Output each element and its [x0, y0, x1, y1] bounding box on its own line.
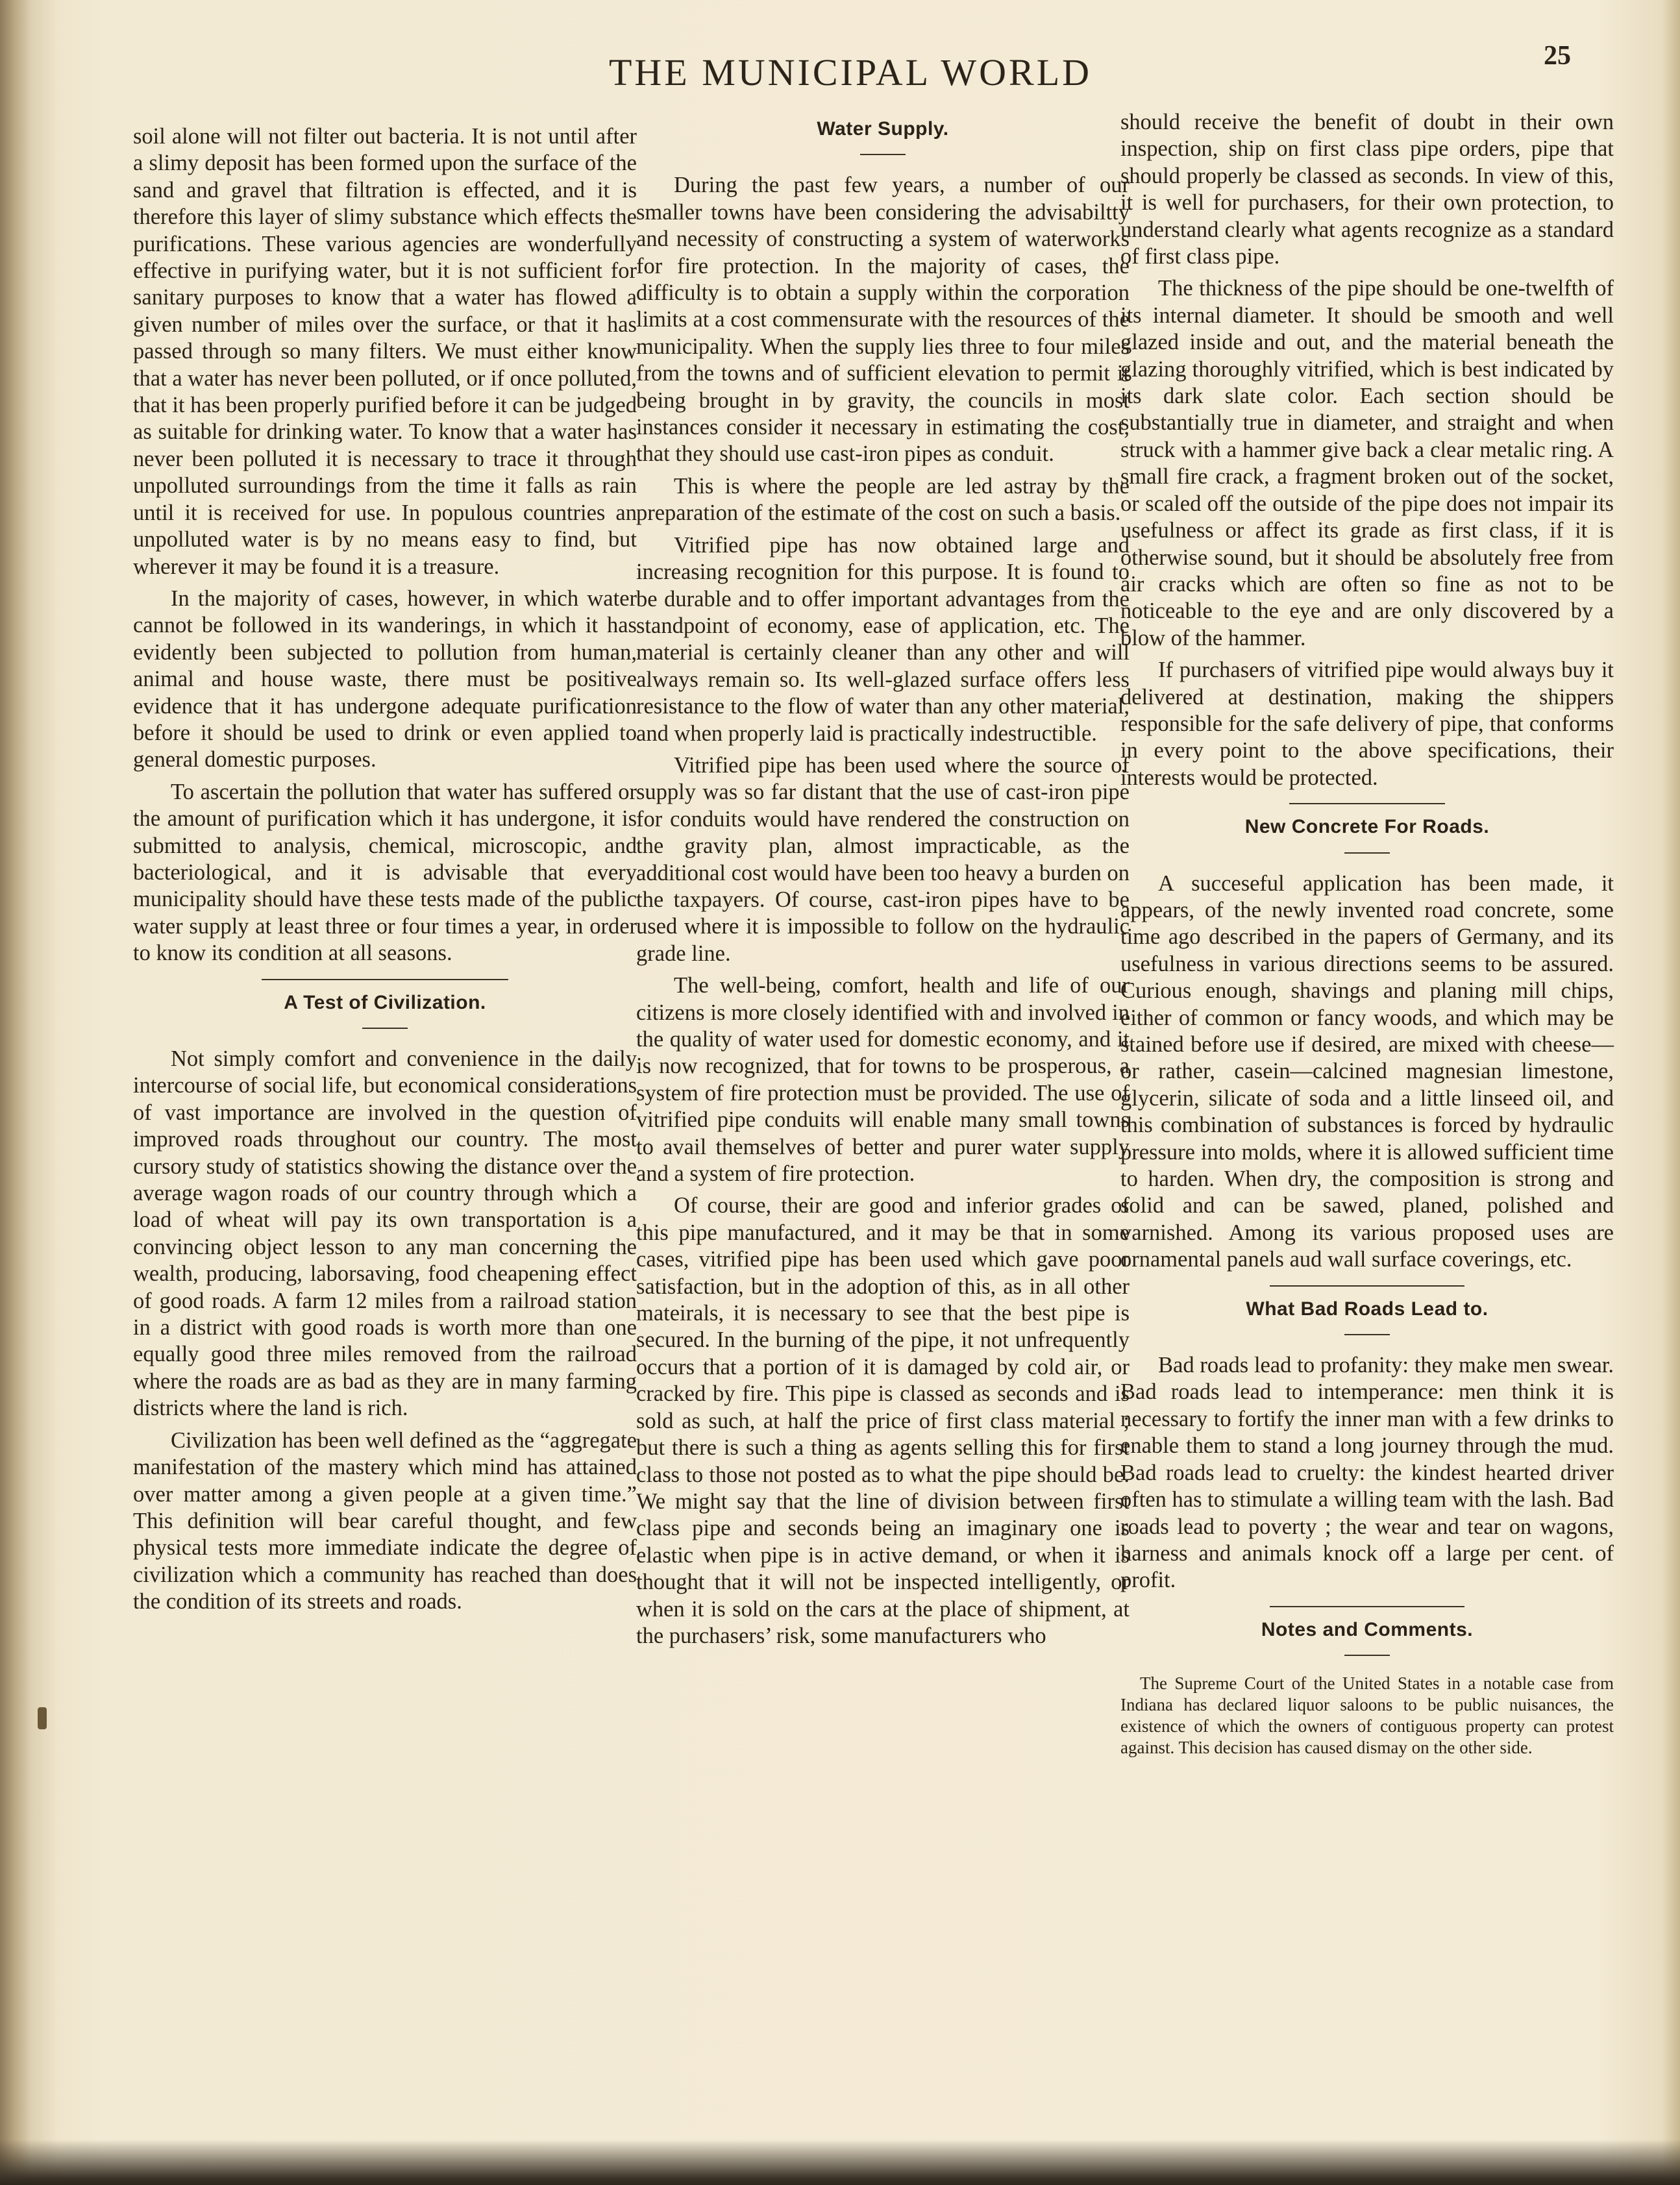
paragraph: Bad roads lead to profanity: they make men swear. Bad roads lead to intemperance: men think it is necessary to fortify the inner man with a few drinks to enable them to stand a long journey through the mud. Bad roads lead to cruelty: the kindest hearted driver often has to stimulate a willing team with the lash. Bad roads lead to poverty ; the wear and tear on wagons, harness and animals knock off a large per cent. of profit. — [1120, 1353, 1614, 1593]
paragraph: The thickness of the pipe should be one-twelfth of its internal diameter. It should be smooth and well glazed inside and out, and the material beneath the glazing thoroughly vitrified, which is best indicated by its dark slate color. Each section should be substantially true in diameter, and straight and when struck with a hammer give back a clear metalic ring. A small fire crack, a fragment broken out of the socket, or scaled off the outside of the pipe does not impair its usefulness or affect its grade as first class, if it is otherwise sound, but it should be absolutely free from air cracks which are often so fine as not to be noticeable to the eye and are only discovered by a blow of the hammer. — [1120, 276, 1614, 650]
section-heading: A Test of Civilization. — [284, 991, 486, 1013]
column-left — [133, 123, 637, 1621]
heading-dash — [1344, 852, 1390, 854]
column-middle — [636, 109, 1130, 1655]
heading-dash — [362, 1028, 408, 1029]
page-title: THE MUNICIPAL WORLD — [608, 51, 1093, 93]
section-heading: Notes and Comments. — [1261, 1618, 1474, 1640]
section-heading: Water Supply. — [817, 118, 949, 140]
heading-dash — [860, 154, 906, 155]
paragraph: should receive the benefit of doubt in their own inspection, ship on first class pipe orders, pipe that should properly be classed as seconds. In view of this, it is well for purchasers, for their own protection, to understand clearly what agents recognize as a standard of first class pipe. — [1120, 110, 1614, 269]
notes-section — [1120, 1673, 1614, 1759]
paragraph: A succeseful application has been made, it appears, of the newly invented road concrete, some time ago described in the papers of Germany, and its usefulness in various directions seems to be assured. Curious enough, shavings and planing mill chips, either of common or fancy woods, and which may be stained before use if desired, are mixed with cheese—or rather, casein—calcined magnesian limestone, glycerin, silicate of soda and a little linseed oil, and this combination of substances is forced by hydraulic pressure into molds, where it is allowed sufficient time to harden. When dry, the composition is strong and solid and can be sawed, planed, polished and varnished. Among its various proposed uses are ornamental panels aud wall surface coverings, etc. — [1120, 870, 1614, 1272]
paragraph: Not simply comfort and convenience in the daily intercourse of social life, but economical considerations of vast importance are involved in the question of improved roads throughout our country. The most cursory study of statistics showing the distance over the average wagon roads of our country through which a load of wheat will pay its own transportation is a convincing object lesson to any man concerning the wealth, producing, laborsaving, food cheapening effect of good roads. A farm 12 miles from a railroad station in a district with good roads is worth more than one equally good three miles removed from the railroad where the roads are as bad as they are in many farming districts where the land is rich. — [133, 1046, 637, 1421]
paragraph: The Supreme Court of the United States in a notable case from Indiana has declared liquor saloons to be public nuisances, the existence of which the owners of contiguous property can protest against. This decision has caused dismay on the other side. — [1120, 1673, 1614, 1758]
paragraph: soil alone will not filter out bacteria. It is not until after a slimy deposit has been formed upon the surface of the sand and gravel that filtration is effected, and it is therefore this layer of slimy substance which effects the purifications. These various agencies are wonderfully effective in purifying water, but it is not sufficient for sanitary purposes to know that a water has flowed a given number of miles over the surface, or that it has passed through so many filters. We must either know that a water has never been polluted, or if once polluted, that it has been properly purified before it can be judged as suitable for drinking water. To know that a water has never been polluted it is necessary to trace it through unpolluted surroundings from the time it falls as rain until it is received for use. In populous countries an unpolluted water is by no means easy to find, but wherever it may be found it is a treasure. — [133, 124, 637, 579]
paragraph: If purchasers of vitrified pipe would always buy it delivered at destination, making the shippers responsible for the safe delivery of pipe, that conforms in every point to the above specifications, their interests would be protected. — [1120, 658, 1614, 790]
paragraph: In the majority of cases, however, in which water cannot be followed in its wanderings, in which it has evidently been subjected to pollution from human, animal and house waste, there must be positive evidence that it has undergone adequate purification before it should be used to drink or even applied to general domestic purposes. — [133, 586, 637, 772]
section-rule — [1289, 803, 1445, 804]
paragraph: Vitrified pipe has now obtained large and increasing recognition for this purpose. It is found to be durable and to offer important advantages from the standpoint of economy, ease of application, etc. The material is certainly cleaner than any other and will always remain so. Its well-glazed surface offers less resistance to the flow of water than any other material, and when properly laid is practically indestructible. — [636, 532, 1130, 746]
heading-dash — [1344, 1655, 1390, 1656]
binding-mark — [38, 1707, 47, 1729]
heading-dash — [1344, 1334, 1390, 1335]
column-right — [1120, 109, 1614, 1764]
paragraph: This is where the people are led astray by the preparation of the estimate of the cost on such a basis. — [636, 473, 1130, 526]
section-heading: New Concrete For Roads. — [1244, 816, 1490, 838]
paragraph: The well-being, comfort, health and life of our citizens is more closely identified with and involved in the quality of water used for domestic economy, and it is now recognized, that for towns to be prosperous, a system of fire protection must be provided. The use of vitrified pipe conduits will enable many small towns to avail themselves of better and purer water supply and a system of fire protection. — [636, 973, 1130, 1187]
paragraph: Vitrified pipe has been used where the source of supply was so far distant that the use of cast-iron pipe for conduits would have rendered the construction on the gravity plan, almost impracticable, as the additional cost would have been too heavy a burden on the taxpayers. Of course, cast-iron pipes have to be used where it is impossible to follow on the hydraulic grade line. — [636, 752, 1130, 966]
page-number: 25 — [1544, 41, 1571, 71]
section-rule — [262, 979, 508, 980]
section-rule — [1270, 1606, 1464, 1607]
paragraph: Civilization has been well defined as the “aggregate manifestation of the mastery which mind has attained over matter among a given people at a given time.” This definition will bear careful thought, and few physical tests more immediate indicate the degree of civilization which a community has reached than does the condition of its streets and roads. — [133, 1427, 637, 1614]
paragraph: During the past few years, a number of our smaller towns have been considering the advisabiltty and necessity of constructing a system of waterworks for fire protection. In the majority of cases, the difficulty is to obtain a supply within the corporation limits at a cost commensurate with the resources of the municipality. When the supply lies three to four miles from the towns and of sufficient elevation to permit it being brought in by gravity, the councils in most instances consider it necessary in estimating the cost, that they should use cast-iron pipes as conduit. — [636, 173, 1130, 467]
paragraph: To ascertain the pollution that water has suffered or the amount of purification which it has undergone, it is submitted to analysis, chemical, microscopic, and bacteriological, and it is advisable that every municipality should have these tests made of the public water supply at least three or four times a year, in order to know its condition at all seasons. — [133, 779, 637, 966]
section-rule — [1270, 1285, 1464, 1287]
paragraph: Of course, their are good and inferior grades of this pipe manufactured, and it may be that in some cases, vitrified pipe has been used which gave poor satisfaction, but in the adoption of this, as in all other mateirals, it is necessary to see that the best pipe is secured. In the burning of the pipe, it not unfrequently occurs that a portion of it is damaged by cold air, or cracked by fire. This pipe is classed as seconds and is sold as such, at half the price of first class material ; but there is such a thing as agents selling this for first class to those not posted as to what the pipe should be. We might say that the line of division between first class pipe and seconds being an imaginary one is elastic when pipe is in active demand, or when it is thought that it will not be inspected intelligently, or when it is sold on the cars at the place of shipment, at the purchasers’ risk, some manufacturers who — [636, 1193, 1130, 1648]
section-heading: What Bad Roads Lead to. — [1246, 1298, 1489, 1320]
